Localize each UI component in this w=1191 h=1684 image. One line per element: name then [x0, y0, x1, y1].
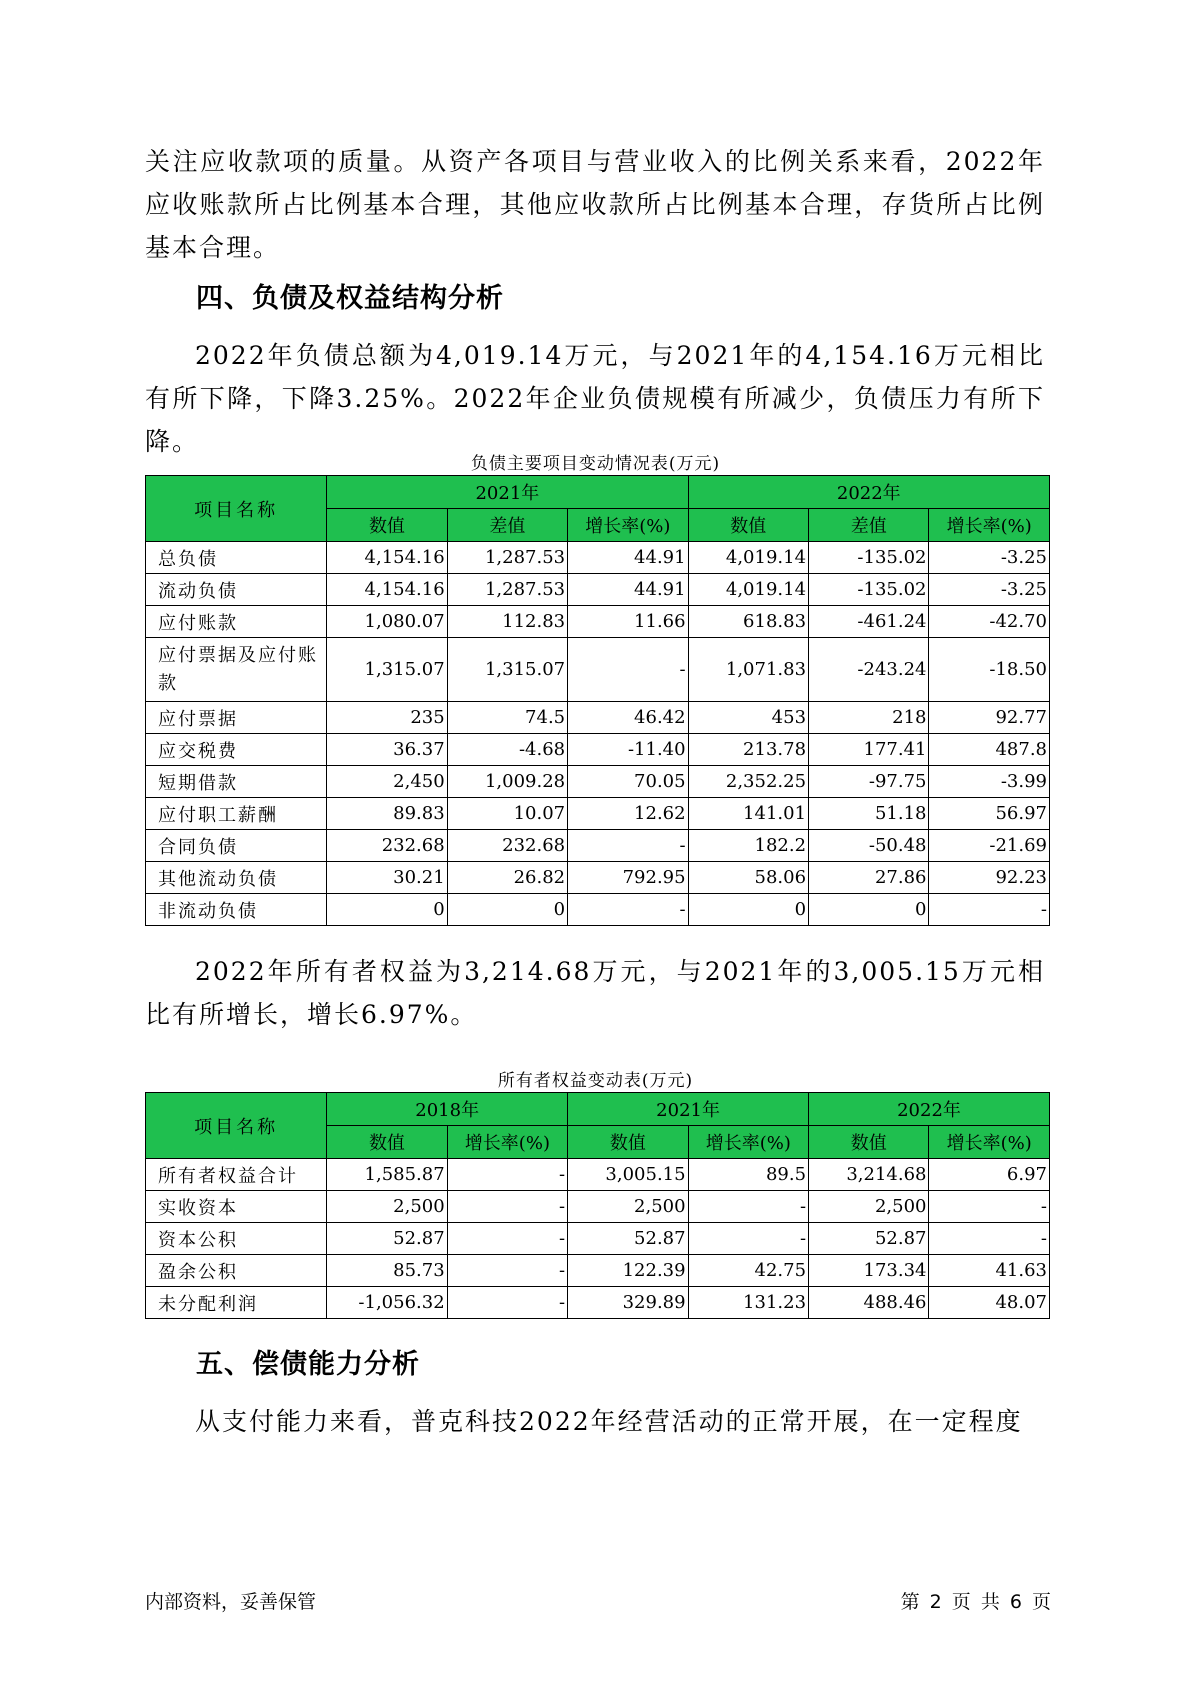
table-cell: 3,214.68: [809, 1159, 929, 1191]
year-header: 2021年: [327, 476, 688, 509]
table-cell: 218: [809, 702, 929, 734]
table-row: [146, 798, 1050, 830]
table-cell: 2,500: [327, 1191, 447, 1223]
table-cell: 141.01: [688, 798, 808, 830]
table-cell: 112.83: [447, 606, 567, 638]
table-cell: 27.86: [809, 862, 929, 894]
table-cell: 3,005.15: [568, 1159, 688, 1191]
table-cell: 4,154.16: [327, 574, 447, 606]
table-cell: 10.07: [447, 798, 567, 830]
table-cell: 232.68: [327, 830, 447, 862]
row-label: 其他流动负债: [146, 862, 327, 894]
table-row: [146, 606, 1050, 638]
table-cell: 30.21: [327, 862, 447, 894]
table-row: [146, 734, 1050, 766]
liabilities-table: [145, 475, 1050, 926]
table-cell: 52.87: [809, 1223, 929, 1255]
row-label: 合同负债: [146, 830, 327, 862]
table-cell: 2,500: [809, 1191, 929, 1223]
table-cell: 26.82: [447, 862, 567, 894]
table-cell: 74.5: [447, 702, 567, 734]
table-cell: 177.41: [809, 734, 929, 766]
table-cell: -: [688, 1223, 808, 1255]
table-cell: -: [929, 894, 1050, 926]
table-cell: 56.97: [929, 798, 1050, 830]
table-row: [146, 894, 1050, 926]
table-cell: 48.07: [929, 1287, 1050, 1319]
column-header: 增长率(%): [929, 509, 1050, 542]
table-cell: -18.50: [929, 638, 1050, 702]
row-label: 未分配利润: [146, 1287, 327, 1319]
equity-table-caption: 所有者权益变动表(万元): [497, 1071, 694, 1091]
table-cell: 92.23: [929, 862, 1050, 894]
column-header: 数值: [809, 1126, 929, 1159]
table-cell: -: [929, 1191, 1050, 1223]
table-cell: 792.95: [568, 862, 688, 894]
table-cell: 618.83: [688, 606, 808, 638]
table-cell: 2,352.25: [688, 766, 808, 798]
column-header: 差值: [809, 509, 929, 542]
table-cell: 85.73: [327, 1255, 447, 1287]
table-cell: -243.24: [809, 638, 929, 702]
table-cell: 453: [688, 702, 808, 734]
year-header: 2022年: [688, 476, 1049, 509]
column-header-name: 项目名称: [146, 1093, 327, 1159]
table-cell: 2,500: [568, 1191, 688, 1223]
section-heading-liabilities: 四、负债及权益结构分析: [196, 283, 504, 314]
row-label: 所有者权益合计: [146, 1159, 327, 1191]
table-cell: -42.70: [929, 606, 1050, 638]
table-cell: 1,009.28: [447, 766, 567, 798]
table-cell: 46.42: [568, 702, 688, 734]
footer-page-number: 第 2 页 共 6 页: [900, 1591, 1051, 1613]
table-row: [146, 638, 1050, 702]
table-cell: -: [929, 1223, 1050, 1255]
table-cell: -: [447, 1223, 567, 1255]
table-cell: 52.87: [327, 1223, 447, 1255]
column-header: 数值: [688, 509, 808, 542]
table-cell: -50.48: [809, 830, 929, 862]
row-label: 应付账款: [146, 606, 327, 638]
table-cell: -21.69: [929, 830, 1050, 862]
table-row: [146, 1287, 1050, 1319]
table-row: [146, 1191, 1050, 1223]
table-cell: 0: [809, 894, 929, 926]
table-cell: 51.18: [809, 798, 929, 830]
table-cell: 11.66: [568, 606, 688, 638]
table-cell: 1,287.53: [447, 574, 567, 606]
table-row: [146, 574, 1050, 606]
table-row: [146, 702, 1050, 734]
column-header: 增长率(%): [447, 1126, 567, 1159]
table-cell: 1,585.87: [327, 1159, 447, 1191]
table-cell: -: [568, 894, 688, 926]
table-cell: 41.63: [929, 1255, 1050, 1287]
table-row: [146, 1159, 1050, 1191]
table-cell: 1,315.07: [327, 638, 447, 702]
table-row: [146, 830, 1050, 862]
row-label: 短期借款: [146, 766, 327, 798]
table-cell: -: [447, 1287, 567, 1319]
column-header: 差值: [447, 509, 567, 542]
year-header: 2021年: [568, 1093, 809, 1126]
column-header-name: 项目名称: [146, 476, 327, 542]
column-header: 增长率(%): [688, 1126, 808, 1159]
table-cell: 232.68: [447, 830, 567, 862]
table-cell: -: [568, 638, 688, 702]
table-cell: 89.5: [688, 1159, 808, 1191]
table-cell: 329.89: [568, 1287, 688, 1319]
table-cell: 6.97: [929, 1159, 1050, 1191]
footer-confidential: 内部资料，妥善保管: [145, 1591, 317, 1613]
table-cell: -135.02: [809, 574, 929, 606]
table-cell: -3.25: [929, 542, 1050, 574]
table-cell: 36.37: [327, 734, 447, 766]
row-label: 资本公积: [146, 1223, 327, 1255]
table-cell: 1,071.83: [688, 638, 808, 702]
year-header: 2022年: [809, 1093, 1050, 1126]
row-label: 总负债: [146, 542, 327, 574]
table-cell: 4,154.16: [327, 542, 447, 574]
row-label: 应付职工薪酬: [146, 798, 327, 830]
row-label: 非流动负债: [146, 894, 327, 926]
row-label: 应付票据: [146, 702, 327, 734]
table-cell: 213.78: [688, 734, 808, 766]
table-cell: -: [688, 1191, 808, 1223]
column-header: 增长率(%): [568, 509, 688, 542]
table-cell: 0: [447, 894, 567, 926]
row-label: 应交税费: [146, 734, 327, 766]
solvency-paragraph: 从支付能力来看，普克科技2022年经营活动的正常开展，在一定程度: [195, 1407, 1023, 1436]
table-cell: 42.75: [688, 1255, 808, 1287]
table-cell: 173.34: [809, 1255, 929, 1287]
table-cell: 4,019.14: [688, 574, 808, 606]
table-row: [146, 1255, 1050, 1287]
table-cell: 12.62: [568, 798, 688, 830]
table-row: [146, 862, 1050, 894]
table-cell: -97.75: [809, 766, 929, 798]
intro-paragraph: 关注应收款项的质量。从资产各项目与营业收入的比例关系来看，2022年应收账款所占比例基本合理，其他应收款所占比例基本合理，存货所占比例基本合理。: [145, 147, 1045, 262]
row-label: 应付票据及应付账款: [146, 638, 327, 702]
liabilities-table-caption: 负债主要项目变动情况表(万元): [470, 454, 721, 474]
equity-paragraph: 2022年所有者权益为3,214.68万元，与2021年的3,005.15万元相比有所增长，增长6.97%。: [145, 957, 1045, 1029]
table-cell: -: [568, 830, 688, 862]
column-header: 数值: [327, 1126, 447, 1159]
table-cell: 92.77: [929, 702, 1050, 734]
table-cell: 0: [327, 894, 447, 926]
table-cell: 182.2: [688, 830, 808, 862]
table-cell: 44.91: [568, 574, 688, 606]
column-header: 数值: [568, 1126, 688, 1159]
table-cell: -461.24: [809, 606, 929, 638]
section-heading-solvency: 五、偿债能力分析: [196, 1349, 420, 1380]
column-header: 增长率(%): [929, 1126, 1050, 1159]
table-row: [146, 542, 1050, 574]
table-cell: -3.25: [929, 574, 1050, 606]
year-header: 2018年: [327, 1093, 568, 1126]
table-cell: 89.83: [327, 798, 447, 830]
table-cell: 1,287.53: [447, 542, 567, 574]
row-label: 盈余公积: [146, 1255, 327, 1287]
table-cell: 4,019.14: [688, 542, 808, 574]
table-cell: 131.23: [688, 1287, 808, 1319]
table-cell: 52.87: [568, 1223, 688, 1255]
table-row: [146, 1223, 1050, 1255]
table-cell: 122.39: [568, 1255, 688, 1287]
row-label: 实收资本: [146, 1191, 327, 1223]
table-cell: 2,450: [327, 766, 447, 798]
table-cell: -: [447, 1159, 567, 1191]
table-cell: -: [447, 1191, 567, 1223]
liabilities-paragraph: 2022年负债总额为4,019.14万元，与2021年的4,154.16万元相比有所下降，下降3.25%。2022年企业负债规模有所减少，负债压力有所下降。: [145, 341, 1045, 456]
table-cell: 488.46: [809, 1287, 929, 1319]
table-cell: -135.02: [809, 542, 929, 574]
column-header: 数值: [327, 509, 447, 542]
table-row: [146, 766, 1050, 798]
table-cell: 1,080.07: [327, 606, 447, 638]
table-cell: 1,315.07: [447, 638, 567, 702]
table-cell: 235: [327, 702, 447, 734]
table-cell: 0: [688, 894, 808, 926]
table-cell: -11.40: [568, 734, 688, 766]
table-cell: -1,056.32: [327, 1287, 447, 1319]
table-cell: 44.91: [568, 542, 688, 574]
equity-table: [145, 1092, 1050, 1319]
table-cell: -: [447, 1255, 567, 1287]
table-cell: 58.06: [688, 862, 808, 894]
table-cell: -3.99: [929, 766, 1050, 798]
table-cell: 487.8: [929, 734, 1050, 766]
table-cell: 70.05: [568, 766, 688, 798]
row-label: 流动负债: [146, 574, 327, 606]
table-cell: -4.68: [447, 734, 567, 766]
